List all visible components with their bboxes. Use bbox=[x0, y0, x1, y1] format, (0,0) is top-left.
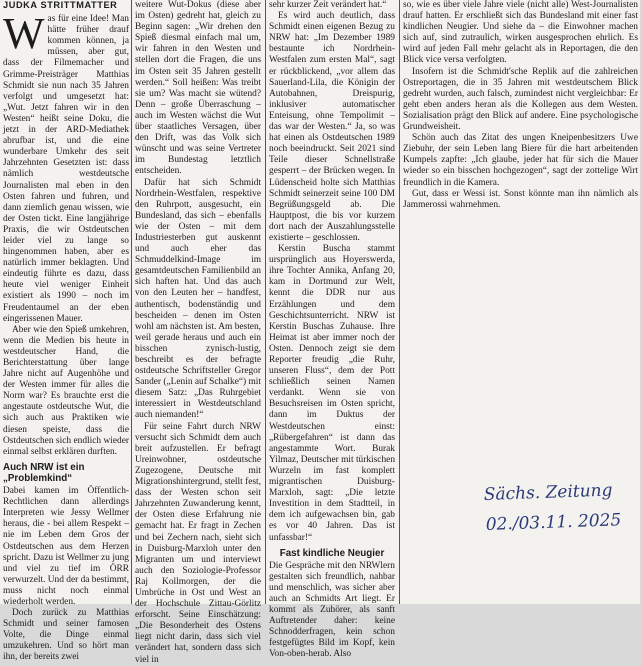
handwriting-drawing bbox=[472, 470, 642, 560]
paragraph: Kerstin Buscha stammt ursprünglich aus Hoyerswerda, ihre Tochter Annika, Anfang 20, kam in Dortmund zur Welt, kennt die DDR nur aus Erzählungen und dem Geschichtsunterricht. NRW ist Kerstin Buschas Zuhause. Ihre Heimat ist aber immer noch der Osten. Dennoch zeigt sie dem Reporter freudig „die Ruhr, unseren Fluss“, dem der Pott schließlich seinen Namen verdankt. Wenn sie von Besuchsreisen im Osten spricht, dann im Duktus der Westdeutschen einst: „Rübergefahren“ ist dann das angestammte Wort. Burak Yilmaz, Deutscher mit türkischen Wurzeln im fast komplett migrantischen Duisburg-Marxloh, sagt: „Die letzte Investition in dem Stadtteil, in dem ich aufgewachsen bin, gab es vor 40 Jahren. Das ist unfassbar!“ bbox=[269, 244, 396, 543]
drop-cap: W bbox=[3, 9, 45, 59]
handwriting-line-1: Sächs. Zeitung bbox=[483, 480, 613, 505]
paragraph: Doch zurück zu Matthias Schmidt und seiner famosen Volte, die Dinge einmal umzukehren. Und so hört man ihn, der bereits zwei bbox=[3, 608, 129, 663]
column-4-text bbox=[403, 0, 638, 464]
paragraph: Dabei kamen im Öffentlich-Rechtlichen dann allerdings Interpreten wie Jessy Wellmer heraus, die - bei allem Respekt – nie im Leben dem Gros der Ostdeutschen aus dem Herzen spricht. Dazu ist Wellmer zu jung und viel zu tief im ÖRR verwurzelt. Und der da bestimmt, muss nicht noch einmal wiederholt werden. bbox=[3, 486, 130, 607]
column-2 bbox=[135, 0, 261, 665]
column-divider bbox=[265, 0, 266, 604]
handwriting-line-2: 02./03.11. 2025 bbox=[485, 510, 622, 535]
column-divider bbox=[131, 0, 132, 604]
paragraph: Es wird auch deutlich, dass Schmidt einen eigenen Bezug zu NRW hat: „Im Dezember 1989 bestaunte ich Nordrhein-Westfalen zum ersten Mal“, sagt er rückblickend, „vor allem das Sauerland-Lila, die Königin der Autobahnen, Dreispurig, inklusiver automatischer Enteisung, ohne Tempolimit – das war der Westen.“ Ja, so was hat einen als Ostdeutschen 1989 noch beeindruckt. Seit 2021 sind Teile dieser Schnellstraße gesperrt – der Brücken wegen. In Lüdenscheid holte sich Matthias Schmidt seinerzeit seine 100 DM Begrüßungsgeld ab. Die Hauptpost, die bis vor kurzem dort nach der Auszahlungsstelle existierte – geschlossen. bbox=[269, 11, 395, 243]
paragraph: Dafür hat sich Schmidt Nordrhein-Westfalen, respektive den Ruhrpott, ausgesucht, ein Bundesland, das sich – ebenfalls wie der Osten – mit dem Industriesterben gut auskennt und auch eher das Schmuddelkind-Image im gesamtdeutschen Familienbild an sich haften hat. Und das auch von den Leuten her – handfest, authentisch, bodenständig und bescheiden – denen im Osten wohl am nächsten ist. Am besten, weil gerade heraus und auch ein bisschen zynisch-lustig, beschreibt es der befragte ostdeutsche Schriftsteller Gregor Sander („Lenin auf Schalke“) mit diesem Satz: „Das Ruhrgebiet interessiert in Westdeutschland auch niemanden!“ bbox=[135, 177, 261, 421]
subheading-neugier: Fast kindliche Neugier bbox=[279, 547, 385, 559]
handwritten-source-note bbox=[472, 470, 642, 560]
column-1 bbox=[3, 0, 130, 663]
paragraph: so, wie es über viele Jahre viele (nicht alle) West-Journalisten drauf hatten. Er erschließt sich das Bundesland mit einer fast kindlichen Neugier. Und siehe da – die Einwohner machen sich auf, sind zutraulich, wirken ausgesprochen ehrlich. Es wird auf jeden Fall mehr gelacht als in Reportagen, die den Blick vice versa verfolgten. bbox=[403, 0, 638, 66]
paragraph: sehr kurzer Zeit verändert hat.“ bbox=[269, 0, 387, 10]
paragraph: Schön auch das Zitat des ungen Kneipenbesitzers Uwe Ziebuhr, der sein Leben lang Biere für die hart arbeitenden Kumpels zapfte: „Ich glaube, jeder hat für sich die Mauer wieder so ein bisschen hochgezogen“, sagt der zottelige Wirt freundlich in die Kamera. bbox=[403, 133, 638, 188]
subheading-nrw: Auch NRW ist ein „Problemkind“ bbox=[3, 461, 85, 484]
paragraph: Für seine Fahrt durch NRW versucht sich Schmidt dem auch breit aufzustellen. Er befragt Ureinwohner, ostdeutsche Zugezogene, Deutsche mit Migrationshintergrund, stellt fest, dass der Westen schon seit Jahrzehnten Zuwanderung kennt, der Osten diese Erfahrung nie gemacht hat. Er fragt in Zechen und bei Zechern nach, sieht sich in Duisburg-Marxloh unter den Migranten um und interviewt auch den Soziologie-Professor Raj Kollmorgen, der die Umbrüche in Ost und West an der Hochschule Zittau-Görlitz erforscht. Seine Einschätzung: „Die Besonderheit des Ostens liegt nicht darin, dass sich viel verändert hat, sondern dass sich viel in bbox=[135, 421, 261, 665]
paragraph: Die Gespräche mit den NRWlern gestalten sich freundlich, nahbar und menschlich, was sicher aber auch an Schmidts Art liegt. Er kommt als Zuhörer, als sanft Auftretender daher: keine Schnodderfragen, kein schon festgefügtes Bild im Kopf, kein Von-oben-herab. Also bbox=[269, 560, 395, 660]
paragraph: Aber wie den Spieß umkehren, wenn die Medien bis heute in westdeutscher Hand, die Berichterstattung über lange Jahre nicht auf Augenhöhe und der Westen immer für alles die Norm war? Es brauchte erst die angestaute ostdeutsche Wut, die sich auch aus Praktiken wie diesen speiste, dass die Ostdeutschen sich endlich wieder einmal selbst erklären durften. bbox=[3, 324, 129, 457]
paragraph: weitere Wut-Dokus (diese aber im Osten) gedreht hat, gleich zu Beginn sagen: „Wir drehen den Spieß diesmal einfach mal um, wir fahren in den Westen und stellen dort die Fragen, die uns im Osten seit 35 Jahren gestellt werden.“ Soll heißen: Was treibt sie um? Was macht sie wütend? Denn – große Überraschung – auch im Westen wächst die Wut über staatliches Versagen, über den Drift, was das Volk sich wünscht und was seine Vertreter im Bundestag letztlich entscheiden. bbox=[135, 0, 261, 177]
column-divider bbox=[399, 0, 400, 604]
author-topic-line: JUDKA STRITTMATTER bbox=[3, 0, 118, 10]
paragraph: Insofern ist die Schmidt'sche Replik auf die zahlreichen Ostreportagen, die in 35 Jahren mit westdeutschem Blick gedreht wurden, auch falsch, zumindest nicht vergleichbar: Er geht eben anders heran als die Kollegen aus dem Westen. Sozialisation prägt den Blick auf andere. Eine psychologische Grundweisheit. bbox=[403, 66, 638, 133]
lead-paragraph: Was für eine Idee! Man hätte früher drauf kommen können, ja müssen, aber gut, dass der Filmemacher und Grimme-Preisträger Matthias Schmidt sie nun nach 35 Jahren verfolgt und umgesetzt hat: „Wut. Jetzt fahren wir in den Westen“ heißt seine Doku, die jetzt in der ARD-Mediathek abrufbar ist, und die eine wunderbare Umkehr des seit Jahrzehnten Gesetzten ist: dass nämlich westdeutsche Journalisten mal eben in den Osten fahren und fuhren, und dann ziemlich genau wissen, wie der Osten tickt. Eine langjährige Praxis, die wir Ostdeutschen leider viel zu lange so hingenommen haben, aber es natürlich immer beklagten. Und eindeutig führte es dazu, dass heute viel weniger Einheit existiert als 1990 – noch im Freudentaumel an der eben eingerissenen Mauer. bbox=[3, 9, 129, 324]
paragraph: Gut, dass er Wessi ist. Sonst könnte man ihn nämlich als Jammerossi wahrnehmen. bbox=[403, 188, 638, 210]
column-3 bbox=[269, 0, 396, 660]
